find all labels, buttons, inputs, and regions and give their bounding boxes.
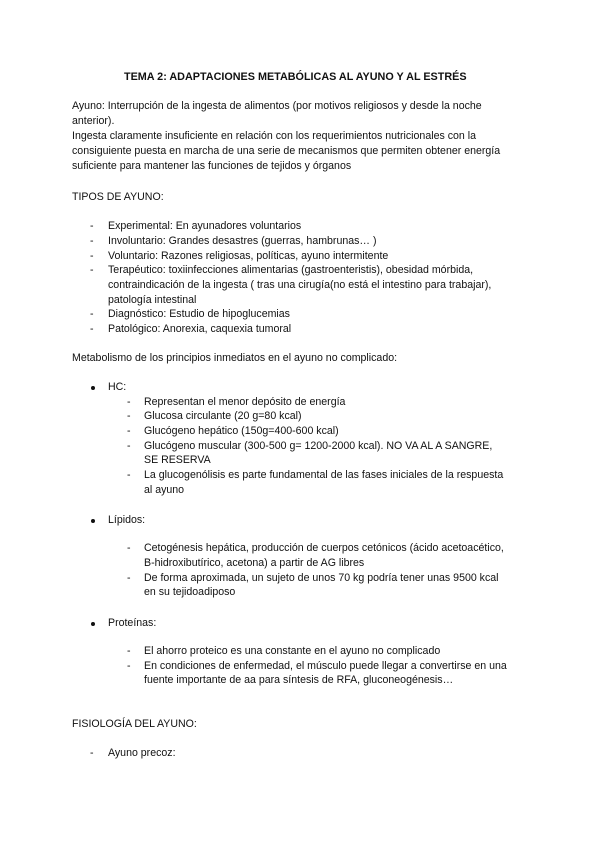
list-dash: -: [127, 572, 131, 584]
list-item: Diagnóstico: Estudio de hipoglucemias: [108, 308, 290, 320]
list-item: Experimental: En ayunadores voluntarios: [108, 220, 302, 232]
list-dash: -: [127, 396, 131, 408]
list-dash: -: [127, 440, 131, 452]
list-item: Patológico: Anorexia, caquexia tumoral: [108, 323, 292, 335]
list-dash: -: [90, 264, 94, 276]
list-dash: -: [127, 542, 131, 554]
list-item: Ayuno precoz:: [108, 747, 176, 759]
intro-line: Ingesta claramente insuficiente en relación con los requerimientos nutricionales con la: [72, 130, 476, 142]
section-heading-metabolismo: Metabolismo de los principios inmediatos en el ayuno no complicado:: [72, 352, 398, 364]
section-heading-tipos: TIPOS DE AYUNO:: [72, 191, 164, 203]
list-item: Representan el menor depósito de energía: [144, 396, 346, 408]
list-item-continuation: al ayuno: [144, 484, 185, 496]
list-item: Glucosa circulante (20 g=80 kcal): [144, 410, 302, 422]
list-item-continuation: B-hidroxibutírico, acetona) a partir de AG libres: [144, 557, 365, 569]
bullet-dot: [91, 386, 95, 390]
list-dash: -: [90, 308, 94, 320]
bullet-label-hc: HC:: [108, 381, 127, 393]
list-item: Voluntario: Razones religiosas, políticas, ayuno intermitente: [108, 250, 389, 262]
list-item: Terapéutico: toxiinfecciones alimentarias (gastroenteristis), obesidad mórbida,: [108, 264, 474, 276]
list-dash: -: [127, 469, 131, 481]
bullet-label-lipidos: Lípidos:: [108, 514, 146, 526]
intro-line: Ayuno: Interrupción de la ingesta de alimentos (por motivos religiosos y desde la noche: [72, 100, 482, 112]
list-item: Glucógeno muscular (300-500 g= 1200-2000 kcal). NO VA AL A SANGRE,: [144, 440, 493, 452]
page-title: TEMA 2: ADAPTACIONES METABÓLICAS AL AYUNO Y AL ESTRÉS: [124, 71, 467, 83]
list-item: Cetogénesis hepática, producción de cuerpos cetónicos (ácido acetoacético,: [144, 542, 504, 554]
intro-line: consiguiente puesta en marcha de una serie de mecanismos que permiten obtener energía: [72, 145, 501, 157]
list-item-continuation: SE RESERVA: [144, 454, 211, 466]
bullet-dot: [91, 519, 95, 523]
list-dash: -: [127, 645, 131, 657]
list-dash: -: [90, 250, 94, 262]
list-item-continuation: fuente importante de aa para síntesis de RFA, gluconeogénesis…: [144, 674, 454, 686]
list-item: El ahorro proteico es una constante en el ayuno no complicado: [144, 645, 441, 657]
list-item-continuation: patología intestinal: [108, 294, 197, 306]
list-item-continuation: contraindicación de la ingesta ( tras una cirugía(no está el intestino para trabajar),: [108, 279, 492, 291]
list-dash: -: [90, 323, 94, 335]
list-item: La glucogenólisis es parte fundamental de las fases iniciales de la respuesta: [144, 469, 504, 481]
list-dash: -: [127, 425, 131, 437]
list-dash: -: [127, 660, 131, 672]
list-dash: -: [90, 220, 94, 232]
list-item: De forma aproximada, un sujeto de unos 70 kg podría tener unas 9500 kcal: [144, 572, 499, 584]
list-item-continuation: en su tejidoadiposo: [144, 586, 236, 598]
bullet-label-proteinas: Proteínas:: [108, 617, 157, 629]
intro-line: suficiente para mantener las funciones de tejidos y órganos: [72, 160, 352, 172]
list-item: En condiciones de enfermedad, el músculo puede llegar a convertirse en una: [144, 660, 507, 672]
intro-line: anterior).: [72, 115, 115, 127]
list-dash: -: [127, 410, 131, 422]
list-dash: -: [90, 235, 94, 247]
bullet-dot: [91, 622, 95, 626]
list-dash: -: [90, 747, 94, 759]
list-item: Involuntario: Grandes desastres (guerras, hambrunas… ): [108, 235, 377, 247]
section-heading-fisiologia: FISIOLOGÍA DEL AYUNO:: [72, 718, 197, 730]
list-item: Glucógeno hepático (150g=400-600 kcal): [144, 425, 339, 437]
